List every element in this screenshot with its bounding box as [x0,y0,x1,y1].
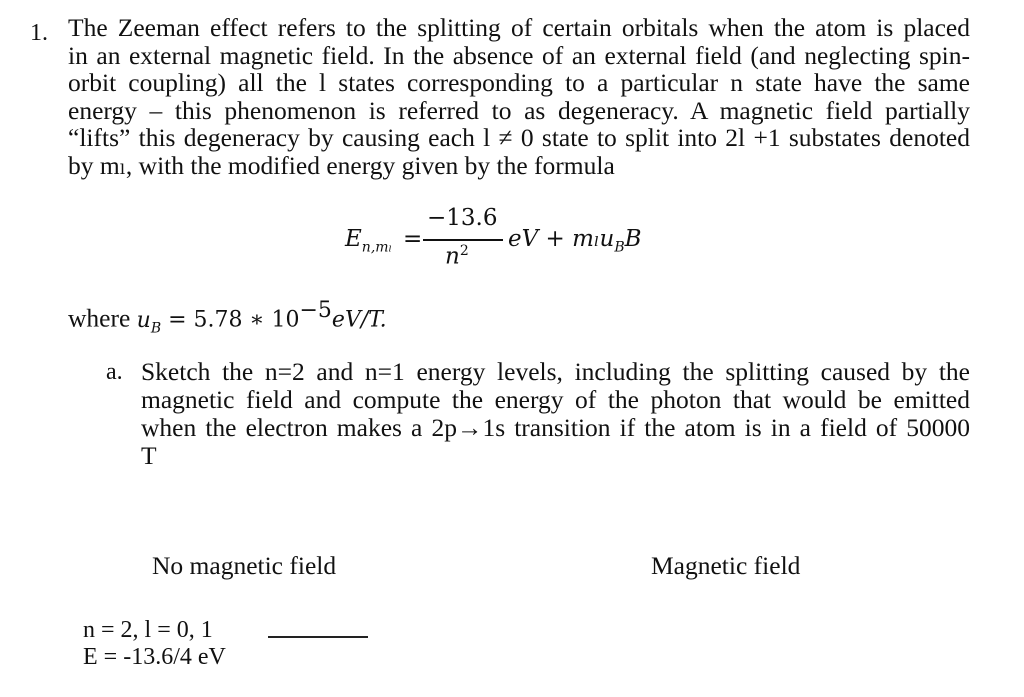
question-number: 1. [30,20,48,46]
energy-level-line [268,636,368,638]
part-a-line-3: when the electron makes a 2p→1s transition if the atom is in a field of 50000 [141,413,970,442]
formula-numerator: −13.6 [427,205,498,231]
formula-equals: = [403,226,423,252]
magnetic-field-heading: Magnetic field [651,551,801,580]
question-line-2: in an external magnetic field. In the absence of an external field (and neglecting spin- [68,40,970,70]
where-unit: eV/T. [331,307,387,333]
formula-denominator: $n^2$ [445,243,469,270]
fraction-bar [423,239,503,241]
part-a-line-2: magnetic field and compute the energy of the photon that would be emitted [141,385,970,414]
where-value: = 5.78 ∗ 10 [161,307,300,333]
constant-definition [68,298,387,336]
question-line-5: “lifts” this degeneracy by causing each l ≠ 0 state to split into 2l +1 substates denoted [68,123,970,152]
where-symbol: $u_B$ [136,307,162,336]
no-magnetic-field-heading: No magnetic field [152,551,337,580]
question-line-3: orbit coupling) all the l states corresponding to a particular n state have the same [68,68,970,97]
part-a-line-1: Sketch the n=2 and n=1 energy levels, including the splitting caused by the [141,357,970,386]
question-text [68,14,970,179]
question-line-1: The Zeeman effect refers to the splitting of certain orbitals when the atom is placed [68,13,970,42]
question-line-4: energy – this phenomenon is referred to as degeneracy. A magnetic field partially [68,95,970,125]
formula-lhs: $E_{n,m_l}$ [345,226,392,256]
level-energy: E = -13.6/4 eV [83,644,226,670]
energy-level-label [83,617,226,671]
formula-rhs: eV + mₗu$_B$B [508,226,642,256]
level-quantum-numbers: n = 2, l = 0, 1 [83,617,213,643]
where-exponent: −5 [299,298,332,323]
part-a-label: a. [106,359,123,385]
where-prefix: where [68,303,131,333]
part-a-text [141,358,970,470]
part-a-line-4: T [141,441,157,470]
question-line-6: by mₗ, with the modified energy given by the formula [68,150,615,180]
